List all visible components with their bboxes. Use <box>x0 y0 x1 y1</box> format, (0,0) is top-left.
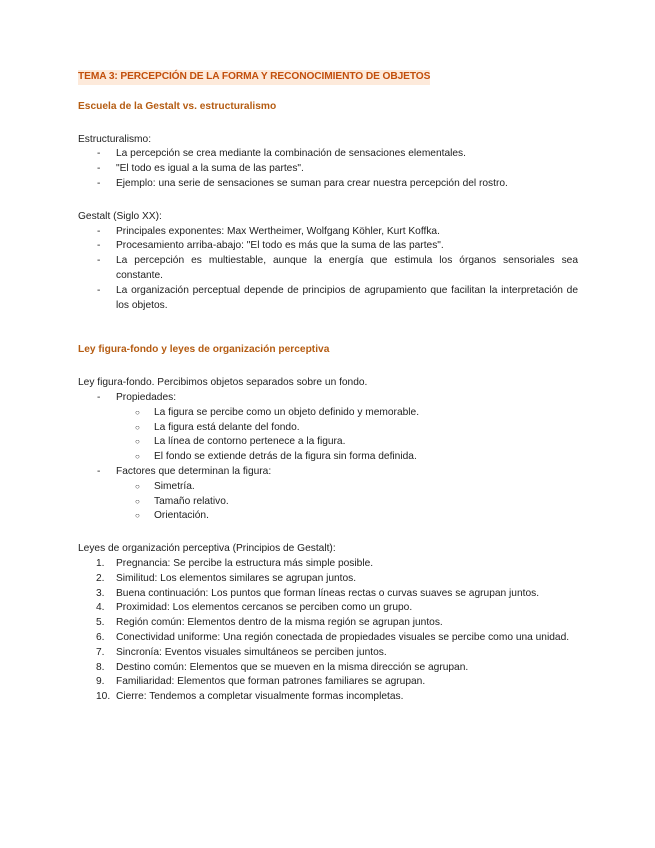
circle-bullet: ○ <box>135 422 140 432</box>
dash-bullet: - <box>97 240 101 252</box>
estructuralismo-list <box>78 147 578 191</box>
circle-bullet: ○ <box>135 407 140 417</box>
dash-bullet: - <box>97 391 101 403</box>
list-item: 7. Sincronía: Eventos visuales simultáneos se perciben juntos. <box>78 646 578 661</box>
gestalt-list <box>78 225 578 314</box>
dash-bullet: - <box>97 177 101 189</box>
document-title <box>78 70 578 85</box>
list-item: - La organización perceptual depende de principios de agrupamiento que facilitan la interpretación de los objetos. <box>97 284 578 311</box>
factores-list <box>78 480 578 524</box>
dash-bullet: - <box>97 163 101 175</box>
list-number: 3. <box>96 587 105 599</box>
section-heading-figura-fondo: Ley figura-fondo y leyes de organización perceptiva <box>78 344 330 356</box>
list-number: 8. <box>96 661 105 673</box>
list-item: - Principales exponentes: Max Wertheimer, Wolfgang Köhler, Kurt Koffka. <box>78 225 578 240</box>
list-item: 10. Cierre: Tendemos a completar visualmente formas incompletas. <box>78 690 578 705</box>
circle-bullet: ○ <box>135 481 140 491</box>
list-item: - Procesamiento arriba-abajo: "El todo es más que la suma de las partes". <box>78 239 578 254</box>
list-item: - "El todo es igual a la suma de las partes". <box>78 162 578 177</box>
list-item: - La percepción se crea mediante la combinación de sensaciones elementales. <box>78 147 578 162</box>
gestalt-label: Gestalt (Siglo XX): <box>78 210 162 222</box>
leyes-list <box>78 557 578 705</box>
list-number: 7. <box>96 646 105 658</box>
list-item: 2. Similitud: Los elementos similares se agrupan juntos. <box>78 572 578 587</box>
list-item: 6. Conectividad uniforme: Una región conectada de propiedades visuales se percibe como una unidad. <box>78 631 578 646</box>
circle-bullet: ○ <box>135 496 140 506</box>
list-item: ○ El fondo se extiende detrás de la figura sin forma definida. <box>78 450 578 465</box>
list-item: ○ Orientación. <box>78 509 578 524</box>
dash-bullet: - <box>97 255 101 267</box>
list-number: 5. <box>96 617 105 629</box>
list-number: 9. <box>96 676 105 688</box>
estructuralismo-label: Estructuralismo: <box>78 133 152 145</box>
document-page <box>78 70 578 705</box>
leyes-intro: Leyes de organización perceptiva (Principios de Gestalt): <box>78 543 336 555</box>
list-item: 3. Buena continuación: Los puntos que forman líneas rectas o curvas suaves se agrupan juntos. <box>78 587 578 602</box>
list-item: ○ La figura está delante del fondo. <box>78 421 578 436</box>
list-item: ○ La línea de contorno pertenece a la figura. <box>78 435 578 450</box>
circle-bullet: ○ <box>135 452 140 462</box>
figura-fondo-list <box>78 391 578 406</box>
list-number: 2. <box>96 572 105 584</box>
list-item: ○ Simetría. <box>78 480 578 495</box>
list-item: ○ La figura se percibe como un objeto definido y memorable. <box>78 406 578 421</box>
list-number: 1. <box>96 557 105 569</box>
list-item: 4. Proximidad: Los elementos cercanos se perciben como un grupo. <box>78 601 578 616</box>
circle-bullet: ○ <box>135 511 140 521</box>
list-item: 1. Pregnancia: Se percibe la estructura más simple posible. <box>78 557 578 572</box>
dash-bullet: - <box>97 225 101 237</box>
propiedades-list <box>78 406 578 465</box>
list-item: 9. Familiaridad: Elementos que forman patrones familiares se agrupan. <box>78 675 578 690</box>
list-item: 5. Región común: Elementos dentro de la misma región se agrupan juntos. <box>78 616 578 631</box>
list-item: - La percepción es multiestable, aunque la energía que estimula los órganos sensoriales sea constante. <box>97 255 578 281</box>
list-item: - Propiedades: <box>78 391 578 406</box>
list-item: - Factores que determinan la figura: <box>78 465 578 480</box>
document-title-text: TEMA 3: PERCEPCIÓN DE LA FORMA Y RECONOCIMIENTO DE OBJETOS <box>78 70 430 85</box>
list-number: 10. <box>96 691 111 703</box>
dash-bullet: - <box>97 148 101 160</box>
section-heading-gestalt: Escuela de la Gestalt vs. estructuralismo <box>78 100 277 112</box>
list-number: 4. <box>96 602 105 614</box>
dash-bullet: - <box>97 465 101 477</box>
list-item: 8. Destino común: Elementos que se mueven en la misma dirección se agrupan. <box>78 661 578 676</box>
dash-bullet: - <box>97 284 101 296</box>
list-item: - Ejemplo: una serie de sensaciones se suman para crear nuestra percepción del rostro. <box>78 177 578 192</box>
list-number: 6. <box>96 631 105 643</box>
factores-header-list <box>78 465 578 480</box>
circle-bullet: ○ <box>135 437 140 447</box>
figura-fondo-intro: Ley figura-fondo. Percibimos objetos separados sobre un fondo. <box>78 377 368 389</box>
list-item: ○ Tamaño relativo. <box>78 495 578 510</box>
